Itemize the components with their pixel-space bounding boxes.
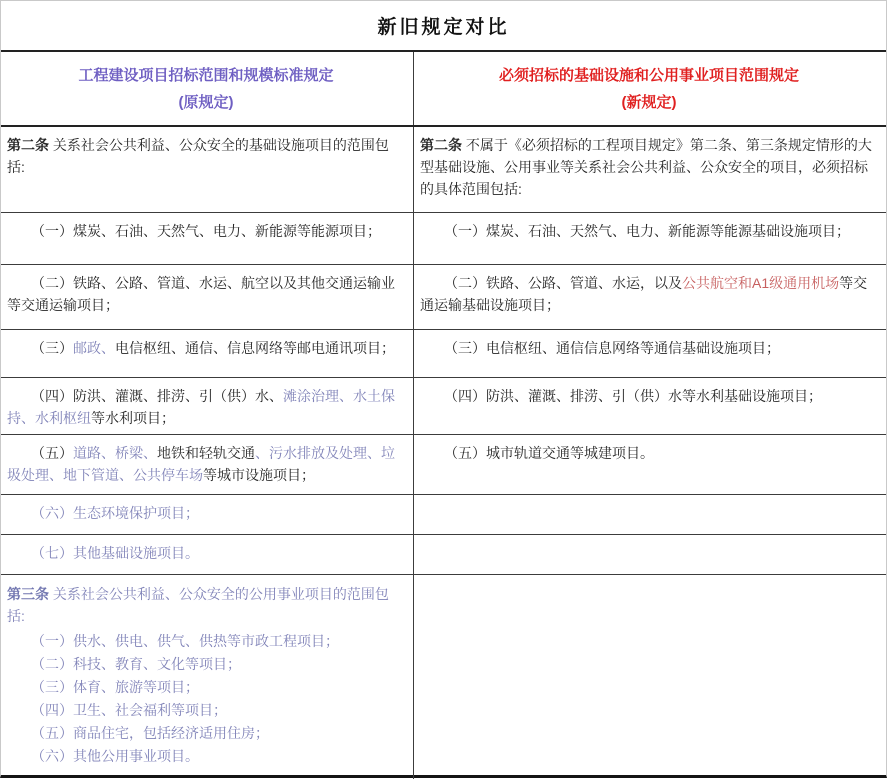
text-segment: （三） bbox=[31, 340, 73, 356]
table-row bbox=[1, 127, 886, 213]
text-segment: （七）其他基础设施项目。 bbox=[31, 545, 199, 561]
text-segment: （五）商品住宅，包括经济适用住房； bbox=[31, 725, 269, 741]
text-segment: 第二条 bbox=[420, 137, 466, 153]
table-row bbox=[1, 213, 886, 265]
paragraph bbox=[7, 583, 405, 627]
paragraph bbox=[420, 337, 878, 359]
new-regulation-cell bbox=[413, 535, 886, 574]
old-regulation-cell bbox=[1, 127, 413, 212]
text-segment: （二）铁路、公路、管道、水运，以及 bbox=[444, 275, 682, 291]
text-segment: （五） bbox=[31, 445, 73, 461]
table-header-row bbox=[1, 52, 886, 127]
new-regulation-cell bbox=[413, 265, 886, 329]
text-segment: （六）生态环境保护项目； bbox=[31, 505, 199, 521]
text-segment: 等交通运输基础设施项目； bbox=[420, 275, 868, 313]
table-row bbox=[1, 575, 886, 779]
text-segment: （一）煤炭、石油、天然气、电力、新能源等能源基础设施项目； bbox=[444, 223, 850, 239]
text-segment: 关系社会公共利益、公众安全的公用事业项目的范围包括: bbox=[7, 586, 389, 624]
new-regulation-cell bbox=[413, 435, 886, 494]
text-segment: 第二条 bbox=[7, 137, 53, 153]
text-segment: 电信枢纽、通信、信息网络等邮电通讯项目； bbox=[115, 340, 395, 356]
paragraph bbox=[7, 542, 405, 564]
page-title: 新旧规定对比 bbox=[377, 17, 510, 38]
table-row bbox=[1, 330, 886, 378]
paragraph bbox=[7, 134, 405, 178]
text-segment: （四）防洪、灌溉、排涝、引（供）水等水利基础设施项目； bbox=[444, 388, 822, 404]
text-segment: （二）铁路、公路、管道、水运、航空以及其他交通运输业等交通运输项目； bbox=[7, 275, 395, 313]
paragraph bbox=[7, 722, 405, 744]
old-header-line2: (原规定) bbox=[178, 93, 234, 111]
table-row bbox=[1, 495, 886, 535]
old-regulation-cell bbox=[1, 435, 413, 494]
text-segment: 等城市设施项目； bbox=[203, 467, 315, 483]
text-segment: 滩涂治理、水土保持、水利枢纽 bbox=[7, 388, 395, 426]
paragraph bbox=[7, 699, 405, 721]
paragraph bbox=[420, 385, 878, 407]
text-segment: （二）科技、教育、文化等项目； bbox=[31, 656, 241, 672]
text-segment: 等水利项目； bbox=[91, 410, 175, 426]
text-segment: 地铁和轻轨交通 bbox=[157, 445, 255, 461]
table-row bbox=[1, 535, 886, 575]
text-segment: 、污水排放及处理、垃圾处理、地下管道、公共停车场 bbox=[7, 445, 395, 483]
paragraph bbox=[420, 442, 878, 464]
new-regulation-cell bbox=[413, 330, 886, 377]
paragraph bbox=[7, 220, 405, 242]
paragraph bbox=[7, 385, 405, 429]
paragraph bbox=[7, 502, 405, 524]
title-band bbox=[1, 1, 886, 52]
paragraph bbox=[7, 653, 405, 675]
new-regulation-cell bbox=[413, 213, 886, 264]
text-segment: 不属于《必须招标的工程项目规定》第二条、第三条规定情形的大型基础设施、公用事业等关系社会公共利益、公众安全的项目，必须招标的具体范围包括: bbox=[420, 137, 872, 197]
paragraph bbox=[7, 745, 405, 767]
new-regulation-cell bbox=[413, 575, 886, 779]
paragraph bbox=[7, 272, 405, 316]
paragraph bbox=[420, 134, 878, 200]
paragraph bbox=[7, 676, 405, 698]
new-regulation-header bbox=[413, 52, 886, 125]
text-segment: （一）供水、供电、供气、供热等市政工程项目； bbox=[31, 633, 339, 649]
text-segment: 邮政、 bbox=[73, 340, 115, 356]
text-segment: 公共航空和A1级通用机场 bbox=[682, 275, 840, 291]
text-segment: （六）其他公用事业项目。 bbox=[31, 748, 199, 764]
paragraph bbox=[420, 272, 878, 316]
old-regulation-cell bbox=[1, 265, 413, 329]
text-segment: （四）防洪、灌溉、排涝、引（供）水、 bbox=[31, 388, 283, 404]
text-segment: 道路、桥梁、 bbox=[73, 445, 157, 461]
rows bbox=[1, 127, 886, 779]
old-regulation-header bbox=[1, 52, 413, 125]
old-regulation-cell bbox=[1, 213, 413, 264]
text-segment: 第三条 bbox=[7, 586, 53, 602]
text-segment: （一）煤炭、石油、天然气、电力、新能源等能源项目； bbox=[31, 223, 381, 239]
old-regulation-cell bbox=[1, 378, 413, 434]
table-row bbox=[1, 378, 886, 435]
text-segment: （五）城市轨道交通等城建项目。 bbox=[444, 445, 654, 461]
new-regulation-cell bbox=[413, 127, 886, 212]
old-header-line1: 工程建设项目招标范围和规模标准规定 bbox=[78, 67, 334, 85]
text-segment: （三）体育、旅游等项目； bbox=[31, 679, 199, 695]
old-regulation-cell bbox=[1, 495, 413, 534]
text-segment: （三）电信枢纽、通信信息网络等通信基础设施项目； bbox=[444, 340, 780, 356]
new-regulation-cell bbox=[413, 378, 886, 434]
old-regulation-cell bbox=[1, 575, 413, 779]
table-row bbox=[1, 265, 886, 330]
new-header-line1: 必须招标的基础设施和公用事业项目范围规定 bbox=[498, 67, 799, 85]
new-header-line2: (新规定) bbox=[621, 93, 677, 111]
old-regulation-cell bbox=[1, 330, 413, 377]
paragraph bbox=[7, 630, 405, 652]
text-segment: （四）卫生、社会福利等项目； bbox=[31, 702, 227, 718]
paragraph bbox=[7, 442, 405, 486]
paragraph bbox=[420, 220, 878, 242]
old-regulation-cell bbox=[1, 535, 413, 574]
new-regulation-cell bbox=[413, 495, 886, 534]
table-row bbox=[1, 435, 886, 495]
paragraph bbox=[7, 337, 405, 359]
text-segment: 关系社会公共利益、公众安全的基础设施项目的范围包括: bbox=[7, 137, 389, 175]
